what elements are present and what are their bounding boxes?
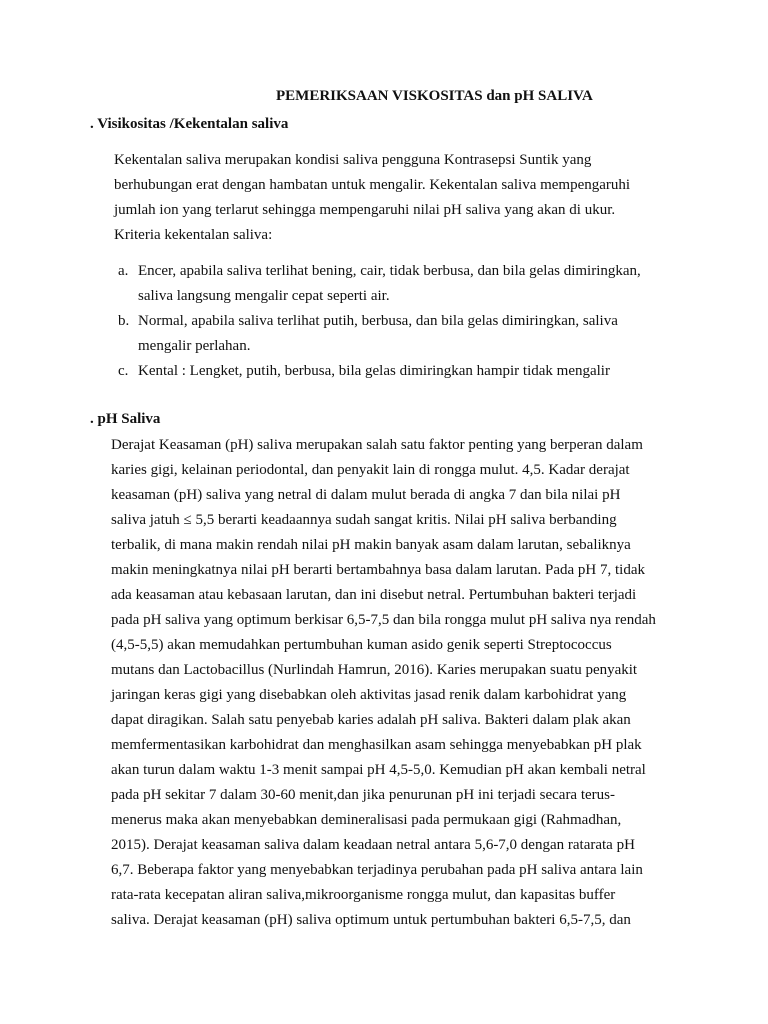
section-heading-viscosity: . Visikositas /Kekentalan saliva — [90, 116, 289, 132]
paragraph-line: pada pH saliva yang optimum berkisar 6,5-7,5 dan bila rongga mulut pH saliva nya rendah — [111, 612, 656, 628]
paragraph-line: akan turun dalam waktu 1-3 menit sampai pH 4,5-5,0. Kemudian pH akan kembali netral — [111, 762, 646, 778]
paragraph-line: 2015). Derajat keasaman saliva dalam keadaan netral antara 5,6-7,0 dengan ratarata pH — [111, 837, 635, 853]
list-item-line: Kental : Lengket, putih, berbusa, bila gelas dimiringkan hampir tidak mengalir — [138, 363, 610, 379]
paragraph-line: menerus maka akan menyebabkan demineralisasi pada permukaan gigi (Rahmadhan, — [111, 812, 622, 828]
paragraph-line: berhubungan erat dengan hambatan untuk mengalir. Kekentalan saliva mempengaruhi — [114, 177, 631, 193]
paragraph-line: rata-rata kecepatan aliran saliva,mikroorganisme rongga mulut, dan kapasitas buffer — [111, 887, 616, 903]
paragraph-line: karies gigi, kelainan periodontal, dan penyakit lain di rongga mulut. 4,5. Kadar derajat — [111, 462, 630, 478]
paragraph-line: saliva. Derajat keasaman (pH) saliva optimum untuk pertumbuhan bakteri 6,5-7,5, dan — [111, 912, 631, 928]
paragraph-line: pada pH sekitar 7 dalam 30-60 menit,dan jika penurunan pH ini terjadi secara terus- — [111, 787, 615, 803]
paragraph-line: saliva jatuh ≤ 5,5 berarti keadaannya sudah sangat kritis. Nilai pH saliva berbanding — [111, 512, 617, 528]
paragraph-line: dapat diragikan. Salah satu penyebab karies adalah pH saliva. Bakteri dalam plak akan — [111, 712, 631, 728]
list-marker: a. — [118, 263, 129, 279]
paragraph-line: keasaman (pH) saliva yang netral di dalam mulut berada di angka 7 dan bila nilai pH — [111, 487, 621, 503]
paragraph-line: jumlah ion yang terlarut sehingga mempengaruhi nilai pH saliva yang akan di ukur. — [114, 202, 616, 218]
list-item-line: Normal, apabila saliva terlihat putih, berbusa, dan bila gelas dimiringkan, saliva — [138, 313, 618, 329]
paragraph-line: makin meningkatnya nilai pH berarti bertambahnya basa dalam larutan. Pada pH 7, tidak — [111, 562, 645, 578]
page-title: PEMERIKSAAN VISKOSITAS dan pH SALIVA — [276, 88, 593, 104]
list-item-line: mengalir perlahan. — [138, 338, 251, 354]
paragraph-line: Kekentalan saliva merupakan kondisi saliva pengguna Kontrasepsi Suntik yang — [114, 152, 592, 168]
list-item-line: Encer, apabila saliva terlihat bening, cair, tidak berbusa, dan bila gelas dimiringkan, — [138, 263, 641, 279]
list-marker: c. — [118, 363, 129, 379]
paragraph-line: Derajat Keasaman (pH) saliva merupakan salah satu faktor penting yang berperan dalam — [111, 437, 643, 453]
paragraph-line: jaringan keras gigi yang disebabkan oleh aktivitas jasad renik dalam karbohidrat yang — [111, 687, 627, 703]
list-item-line: saliva langsung mengalir cepat seperti air. — [138, 288, 390, 304]
paragraph-line: Kriteria kekentalan saliva: — [114, 227, 273, 243]
paragraph-line: memfermentasikan karbohidrat dan menghasilkan asam sehingga menyebabkan pH plak — [111, 737, 642, 753]
paragraph-line: ada keasaman atau kebasaan larutan, dan ini disebut netral. Pertumbuhan bakteri terjadi — [111, 587, 637, 603]
section-heading-ph: . pH Saliva — [90, 411, 161, 427]
paragraph-line: mutans dan Lactobacillus (Nurlindah Hamrun, 2016). Karies merupakan suatu penyakit — [111, 662, 638, 678]
paragraph-line: 6,7. Beberapa faktor yang menyebabkan terjadinya perubahan pada pH saliva antara lain — [111, 862, 643, 878]
paragraph-line: (4,5-5,5) akan memudahkan pertumbuhan kuman asido genik seperti Streptococcus — [111, 637, 612, 653]
paragraph-line: terbalik, di mana makin rendah nilai pH makin banyak asam dalam larutan, sebaliknya — [111, 537, 631, 553]
list-marker: b. — [118, 313, 130, 329]
